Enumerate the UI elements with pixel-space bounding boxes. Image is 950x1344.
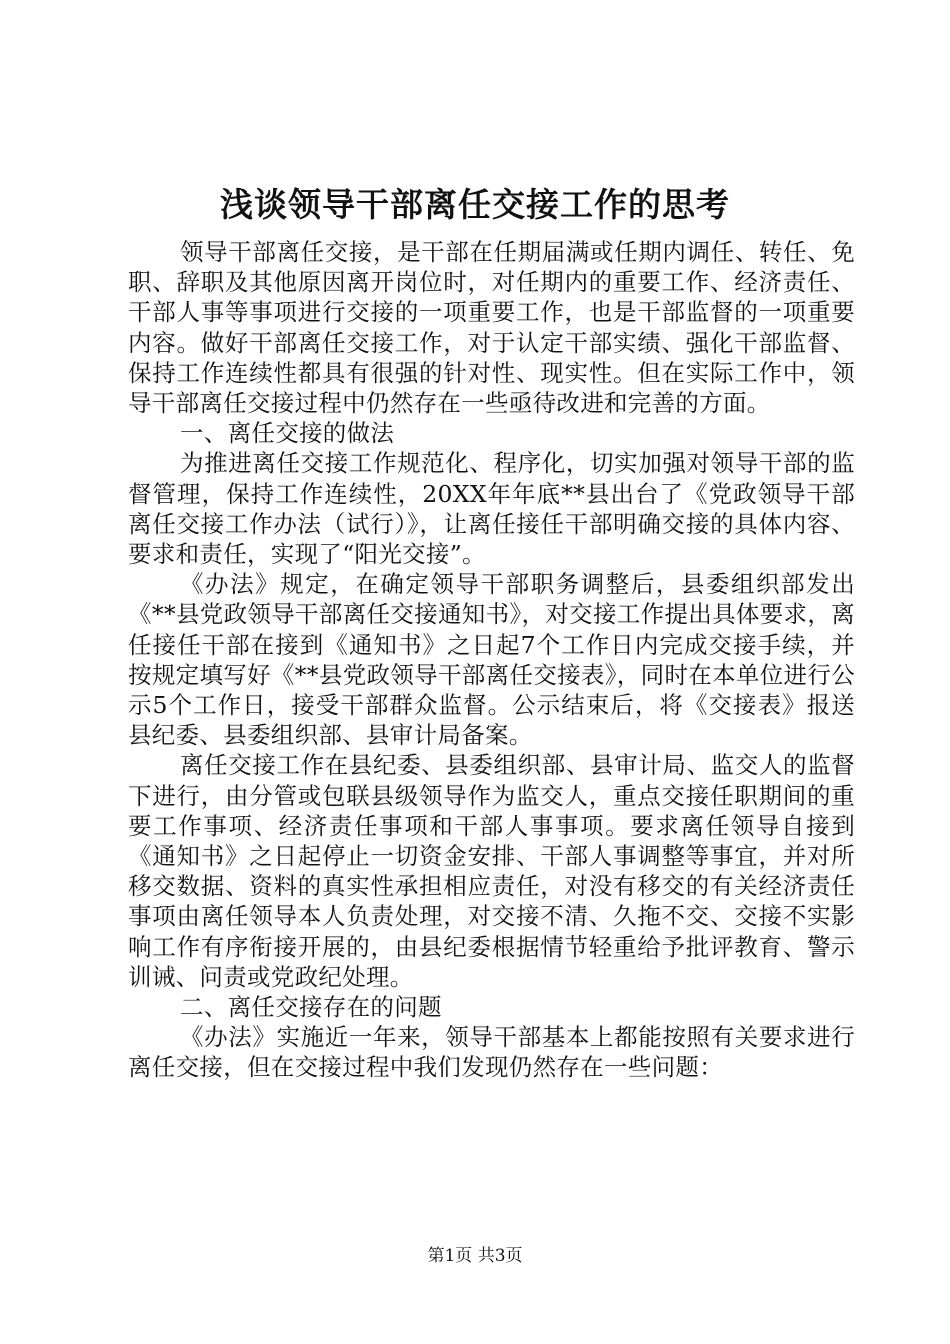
section-heading-problems: 二、离任交接存在的问题: [180, 993, 442, 1022]
paragraph-intro: 领导干部离任交接，是干部在任期届满或任期内调任、转任、免职、辞职及其他原因离开岗位时，对任期内的重要工作、经济责任、干部人事等事项进行交接的一项重要工作，也是干部监督的一项重要内容。做好干部离任交接工作，对于认定干部实绩、强化干部监督、保持工作连续性都具有很强的针对性、现实性。但在实际工作中，领导干部离任交接过程中仍然存在一些亟待改进和完善的方面。: [128, 238, 855, 418]
paragraph-practice-3: 离任交接工作在县纪委、县委组织部、县审计局、监交人的监督下进行，由分管或包联县级领导作为监交人，重点交接任职期间的重要工作事项、经济责任事项和干部人事事项。要求离任领导自接到《通知书》之日起停止一切资金安排、干部人事调整等事宜，并对所移交数据、资料的真实性承担相应责任，对没有移交的有关经济责任事项由离任领导本人负责处理，对交接不清、久拖不交、交接不实影响工作有序衔接开展的，由县纪委根据情节轻重给予批评教育、警示训诫、问责或党政纪处理。: [128, 751, 855, 991]
section-heading-practice: 一、离任交接的做法: [180, 419, 395, 448]
paragraph-problems-1: 《办法》实施近一年来，领导干部基本上都能按照有关要求进行离任交接，但在交接过程中我们发现仍然存在一些问题：: [128, 1023, 855, 1082]
document-title: 浅谈领导干部离任交接工作的思考: [220, 185, 730, 224]
paragraph-practice-2: 《办法》规定，在确定领导干部职务调整后，县委组织部发出《**县党政领导干部离任交接通知书》，对交接工作提出具体要求，离任接任干部在接到《通知书》之日起7个工作日内完成交接手续，并按规定填写好《**县党政领导干部离任交接表》，同时在本单位进行公示5个工作日，接受干部群众监督。公示结束后，将《交接表》报送县纪委、县委组织部、县审计局备案。: [128, 570, 855, 750]
paragraph-practice-1: 为推进离任交接工作规范化、程序化，切实加强对领导干部的监督管理，保持工作连续性，20XX年年底**县出台了《党政领导干部离任交接工作办法（试行）》，让离任接任干部明确交接的具体内容、要求和责任，实现了“阳光交接”。: [128, 449, 855, 569]
page-footer: 第1页 共3页: [427, 1246, 523, 1266]
document-body: [128, 237, 855, 1083]
